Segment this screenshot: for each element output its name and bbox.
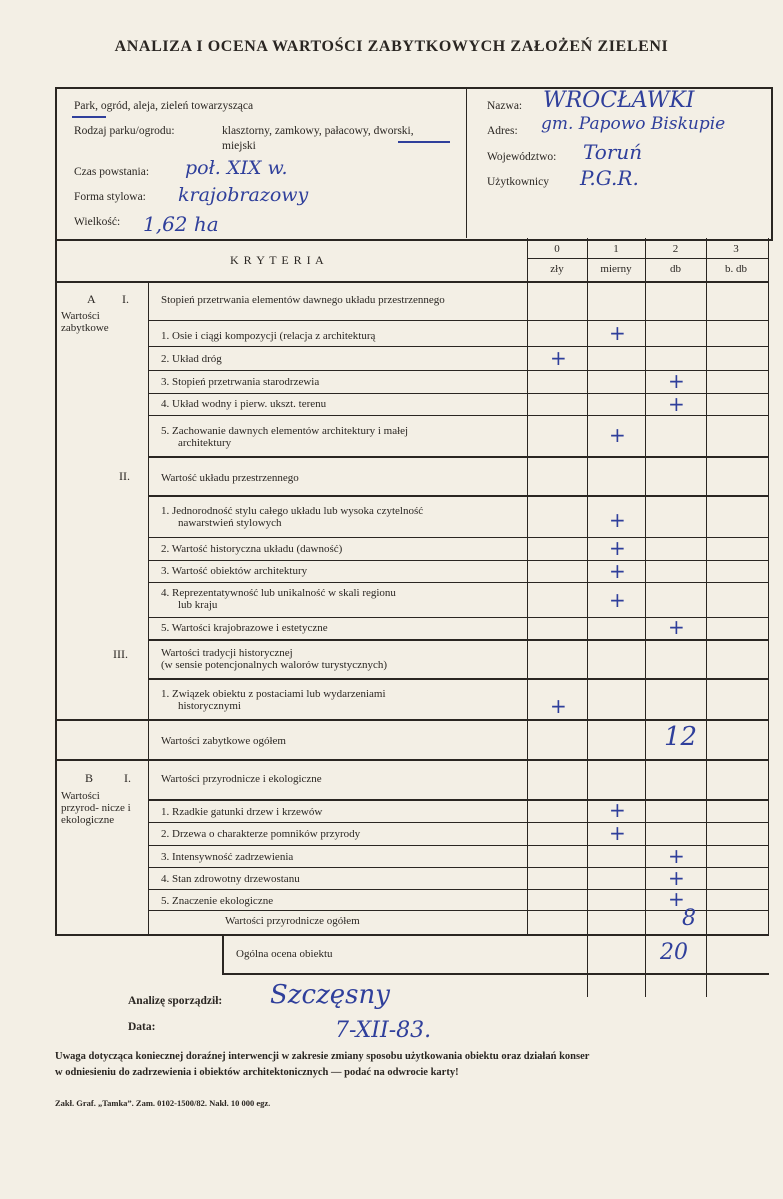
overall-value: 20 — [660, 940, 688, 965]
b-total-label: Wartości przyrodnicze ogółem — [225, 915, 360, 927]
row-a5-line2: architektury — [178, 437, 232, 449]
woj-value: Toruń — [583, 140, 643, 164]
uzyt-label: Użytkownicy — [487, 176, 549, 188]
row-a1: 1. Osie i ciągi kompozycji (relacja z architekturą — [161, 330, 376, 342]
forma-value: krajobrazowy — [178, 184, 309, 206]
row-b2: 2. Wartość historyczna układu (dawność) — [161, 543, 343, 555]
row-a2: 2. Układ dróg — [161, 353, 222, 365]
rodzaj-options-2: miejski — [222, 140, 256, 152]
overall-left — [222, 934, 224, 974]
row-b4-line2: lub kraju — [178, 599, 218, 611]
section-iii-num: III. — [113, 647, 128, 661]
row-a5-line1: 5. Zachowanie dawnych elementów architektury i małej — [161, 425, 409, 437]
analiza-label: Analizę sporządził: — [128, 995, 223, 1007]
criteria-header: K R Y T E R I A — [230, 253, 325, 267]
row-n2: 2. Drzewa o charakterze pomników przyrody — [161, 828, 361, 840]
data-value: 7-XII-83. — [335, 1018, 432, 1043]
section-iii-title-1: Wartości tradycji historycznej — [161, 647, 293, 659]
score-header-0: 0 — [554, 243, 560, 255]
adres-label: Adres: — [487, 125, 518, 137]
note-line-2: w odniesieniu do zadrzewienia i obiektów architektonicznych — podać na odwrocie karty! — [55, 1067, 459, 1078]
data-label: Data: — [128, 1021, 156, 1033]
score-mark-n5: + — [668, 887, 685, 911]
score-mark-n1: + — [609, 798, 626, 822]
score-mark-b1: + — [609, 508, 626, 532]
section-i-title: Stopień przetrwania elementów dawnego układu przestrzennego — [161, 294, 445, 306]
section-b-num: I. — [124, 771, 131, 785]
score-header-2: 2 — [672, 243, 679, 255]
score-mark-b4: + — [609, 588, 626, 612]
a-total-value: 12 — [664, 722, 698, 752]
section-a-label: Wartości zabytkowe — [61, 310, 109, 334]
nazwa-label: Nazwa: — [487, 100, 523, 112]
czas-label: Czas powstania: — [74, 166, 150, 178]
wielkosc-value: 1,62 ha — [143, 212, 219, 236]
section-iii-title-2: (w sensie potencjonalnych walorów turystycznych) — [161, 659, 388, 671]
score-mark-b5: + — [668, 615, 685, 639]
col-line-0 — [527, 238, 528, 935]
uzyt-value: P.G.R. — [580, 166, 639, 190]
section-b-title: Wartości przyrodnicze i ekologiczne — [161, 773, 322, 785]
czas-value: poł. XIX w. — [185, 157, 288, 179]
score-mark-c1: + — [550, 694, 567, 718]
row-c1-line1: 1. Związek obiektu z postaciami lub wydarzeniami — [161, 688, 386, 700]
info-divider — [466, 88, 467, 238]
overall-label: Ogólna ocena obiektu — [236, 948, 333, 960]
score-mark-a5: + — [609, 423, 626, 447]
row-c1-line2: historycznymi — [178, 700, 241, 712]
score-label-2: db — [670, 263, 681, 275]
score-mark-b3: + — [609, 559, 626, 583]
score-mark-a4: + — [668, 392, 685, 416]
row-b5: 5. Wartości krajobrazowe i estetyczne — [161, 622, 328, 634]
section-b-letter: B — [85, 771, 94, 785]
rodzaj-label: Rodzaj parku/ogrodu: — [74, 125, 175, 137]
row-a4: 4. Układ wodny i pierw. ukszt. terenu — [161, 398, 327, 410]
section-ii-title: Wartość układu przestrzennego — [161, 472, 299, 484]
note-line-1: Uwaga dotycząca koniecznej doraźnej interwencji w zakresie zmiany sposobu użytkowania obiektu oraz działań konser — [55, 1051, 590, 1062]
printer-note: Zakł. Graf. „Tamka”. Zam. 0102-1500/82. Nakł. 10 000 egz. — [55, 1098, 271, 1108]
score-label-1: mierny — [600, 263, 632, 275]
row-b3: 3. Wartość obiektów architektury — [161, 565, 308, 577]
row-n4: 4. Stan zdrowotny drzewostanu — [161, 873, 300, 885]
row-b1-line1: 1. Jednorodność stylu całego układu lub wysoka czytelność — [161, 505, 424, 517]
section-a-letter: A — [87, 292, 96, 306]
form-title: ANALIZA I OCENA WARTOŚCI ZABYTKOWYCH ZAŁOŻEŃ ZIELENI — [114, 38, 669, 55]
score-header-1: 1 — [613, 243, 619, 255]
adres-value: gm. Papowo Biskupie — [541, 114, 726, 134]
criteria-col-line — [148, 283, 149, 935]
score-label-3: b. db — [725, 263, 747, 275]
row-n5: 5. Znaczenie ekologiczne — [161, 895, 274, 907]
score-mark-a1: + — [609, 321, 626, 345]
row-b4-line1: 4. Reprezentatywność lub unikalność w skali regionu — [161, 587, 396, 599]
b-total-value: 8 — [682, 906, 696, 931]
signature: Szczęsny — [270, 980, 390, 1010]
forma-label: Forma stylowa: — [74, 191, 146, 203]
nazwa-value: WROCŁAWKI — [543, 88, 695, 113]
score-mark-a3: + — [668, 369, 685, 393]
section-a1-num: I. — [122, 292, 129, 306]
score-mark-b2: + — [609, 536, 626, 560]
rodzaj-underline — [398, 141, 450, 143]
object-type-label: Park, ogród, aleja, zieleń towarzysząca — [74, 100, 254, 112]
score-header-3: 3 — [733, 243, 739, 255]
rodzaj-options: klasztorny, zamkowy, pałacowy, dworski, — [222, 125, 414, 137]
a-total-label: Wartości zabytkowe ogółem — [161, 735, 286, 747]
section-b-label: Wartości przyrod- nicze i ekologiczne — [61, 790, 131, 826]
row-n3: 3. Intensywność zadrzewienia — [161, 851, 294, 863]
score-label-0: zły — [550, 263, 564, 275]
row-a3: 3. Stopień przetrwania starodrzewia — [161, 376, 320, 388]
object-type-underline — [72, 116, 106, 118]
wielkosc-label: Wielkość: — [74, 216, 121, 228]
score-mark-n3: + — [668, 844, 685, 868]
section-ii-num: II. — [119, 469, 130, 483]
woj-label: Województwo: — [487, 151, 557, 163]
score-mark-a2: + — [550, 346, 567, 370]
row-b1-line2: nawarstwień stylowych — [178, 517, 282, 529]
row-n1: 1. Rzadkie gatunki drzew i krzewów — [161, 806, 323, 818]
score-mark-n4: + — [668, 866, 685, 890]
score-mark-n2: + — [609, 821, 626, 845]
